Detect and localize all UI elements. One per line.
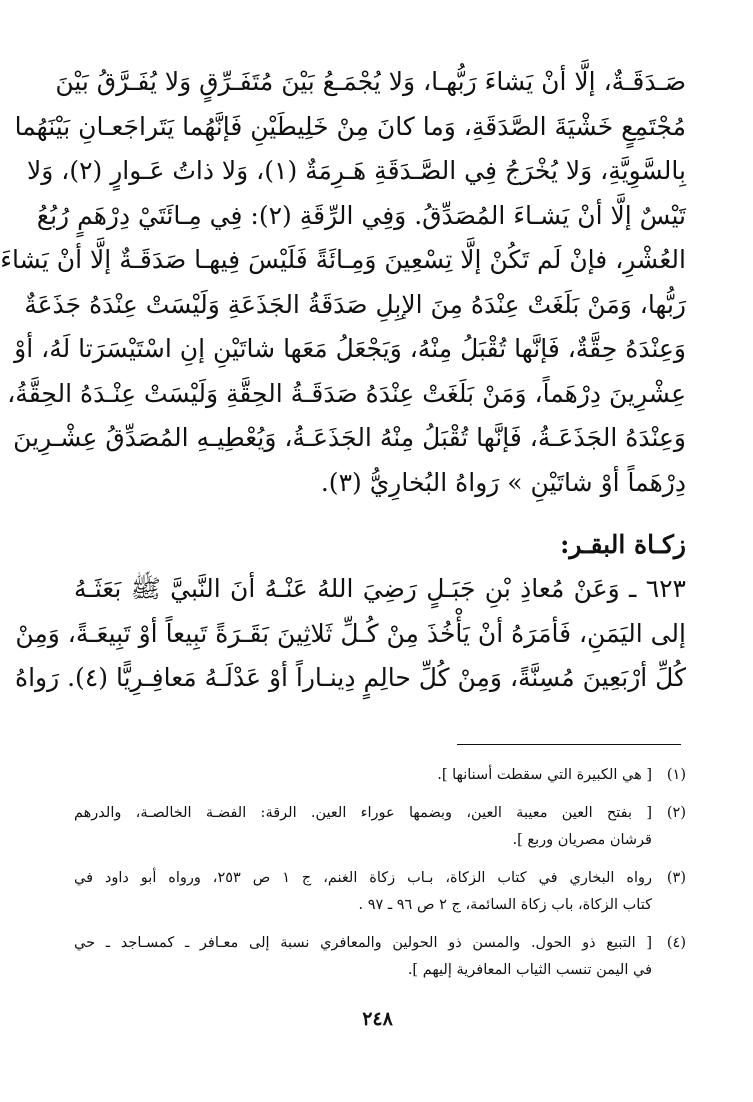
footnote-line: قرشان مصريان وربع ]. [512, 832, 652, 848]
footnote [74, 930, 686, 984]
page-number: ٢٤٨ [362, 1008, 393, 1030]
body-line: صَـدَقَـةٌ، إلَّا أنْ يَشاءَ رَبُّهـا، وَلا يُجْمَـعُ بَيْنَ مُتَفَـرِّقٍ وَلا يُفَـرَّقُ بَيْنَ [55, 67, 686, 96]
page-body [0, 60, 686, 701]
body-line: عِشْرِينَ دِرْهَماً، وَمَنْ بَلَغَتْ عِنْدَهُ صَدَقَـةُ الحِقَّةِ وَلَيْسَتْ عِنْـدَهُ الحِقَّةُ، [7, 378, 686, 408]
hadith-line: كُلِّ أرْبَعِينَ مُسِنَّةً، وَمِنْ كُلِّ حالِمٍ دِينـاراً أوْ عَدْلَـهُ مَعافِـرِيًّا (٤). رَواهُ [14, 663, 686, 692]
body-line: وَعِنْدَهُ الجَذَعَـةُ، فَإنَّها تُقْبَلُ مِنْهُ الجَذَعَـةُ، وَيُعْطِيـهِ المُصَدِّقُ عِشْـرِينَ [13, 423, 686, 452]
footnote-number: (٣) [666, 870, 686, 886]
body-line: تَيْسٌ إلَّا أنْ يَشـاءَ المُصَدِّقُ. وَفِي الرِّقَةِ (٢): فِي مِـائَتَيْ دِرْهَمٍ رُبُعُ [36, 200, 686, 230]
body-line: بِالسَّوِيَّةِ، وَلا يُخْرَجُ فِي الصَّـدَقَةِ هَـرِمَةٌ (١)، وَلا ذاتُ عَـوارٍ (٢)، وَلا [26, 156, 686, 185]
footnote-text [74, 930, 652, 984]
footnote [74, 800, 686, 854]
body-line: دِرْهَماً أوْ شاتَيْنِ » رَواهُ البُخارِيُّ (٣). [320, 467, 686, 497]
footnote [74, 865, 686, 919]
footnote-text [74, 800, 652, 854]
body-line: رَبُّها، وَمَنْ بَلَغَتْ عِنْدَهُ مِنَ الإبِلِ صَدَقَةُ الجَذَعَةِ وَلَيْسَتْ عِنْدَهُ جَذَعَةٌ [24, 289, 686, 319]
footnote-number: (٢) [666, 805, 686, 821]
footnote-line: [ التبيع ذو الحول. والمسن ذو الحولين والمعافري نسبة إلى معـافر ـ كمسـاجد ـ حي [74, 935, 652, 951]
section-heading: زكـاة البقـر: [560, 530, 686, 559]
hadith-block [14, 567, 686, 701]
footnote-line: [ بفتح العين معيبة العين، وبضمها عوراء العين. الرقة: الفضـة الخالصـة، والدرهم [74, 805, 652, 821]
footnote-line: [ هي الكبيرة التي سقطت أسنانها ]. [437, 767, 652, 783]
body-line: مُجْتَمِعٍ خَشْيَةَ الصَّدَقَةِ، وَما كانَ مِنْ خَلِيطَيْنِ فَإنَّهُما يَتَراجَعـانِ بَيْنَهُما [14, 111, 686, 141]
footnote-line: في اليمن تنسب الثياب المعافرية إليهم ]. [407, 962, 652, 978]
hadith-line: ٦٢٣ ـ وَعَنْ مُعاذِ بْنِ جَبَـلٍ رَضِيَ اللهُ عَنْـهُ أنَ النَّبيَّ ﷺ بَعَثَـهُ [74, 574, 686, 603]
main-text-block [0, 60, 686, 505]
footnotes [74, 762, 686, 995]
footnote-divider [457, 744, 681, 745]
footnote-text [74, 865, 652, 919]
footnote [74, 762, 686, 789]
footnote-number: (٤) [666, 935, 686, 951]
footnote-line: رواه البخاري في كتاب الزكاة، بـاب زكاة الغنم، ج ١ ص ٢٥٣، ورواه أبو داود في [74, 870, 652, 886]
footnote-number: (١) [666, 767, 686, 783]
hadith-line: إلى اليَمَنِ، فَأمَرَهُ أنْ يَأْخُذَ مِنْ كُـلِّ ثَلاثِينَ بَقَـرَةً تَبِيعاً أوْ تَبِيعَـةً، وَمِنْ [15, 618, 686, 648]
footnote-text [74, 762, 652, 789]
body-line: وَعِنْدَهُ حِقَّةٌ، فَإنَّها تُقْبَلُ مِنْهُ، وَيَجْعَلُ مَعَها شاتَيْنِ إنِ اسْتَيْسَرَتا لَهُ، أوْ [14, 334, 686, 363]
body-line: العُشْرِ، فإنْ لَم تَكُنْ إلَّا تِسْعِينَ وَمِـائَةً فَلَيْسَ فِيهـا صَدَقَـةٌ إلَّا أنْ يَشاءَ [0, 245, 686, 274]
footnote-line: كتاب الزكاة، باب زكاة السائمة، ج ٢ ص ٩٦ ـ ٩٧ . [358, 897, 652, 913]
